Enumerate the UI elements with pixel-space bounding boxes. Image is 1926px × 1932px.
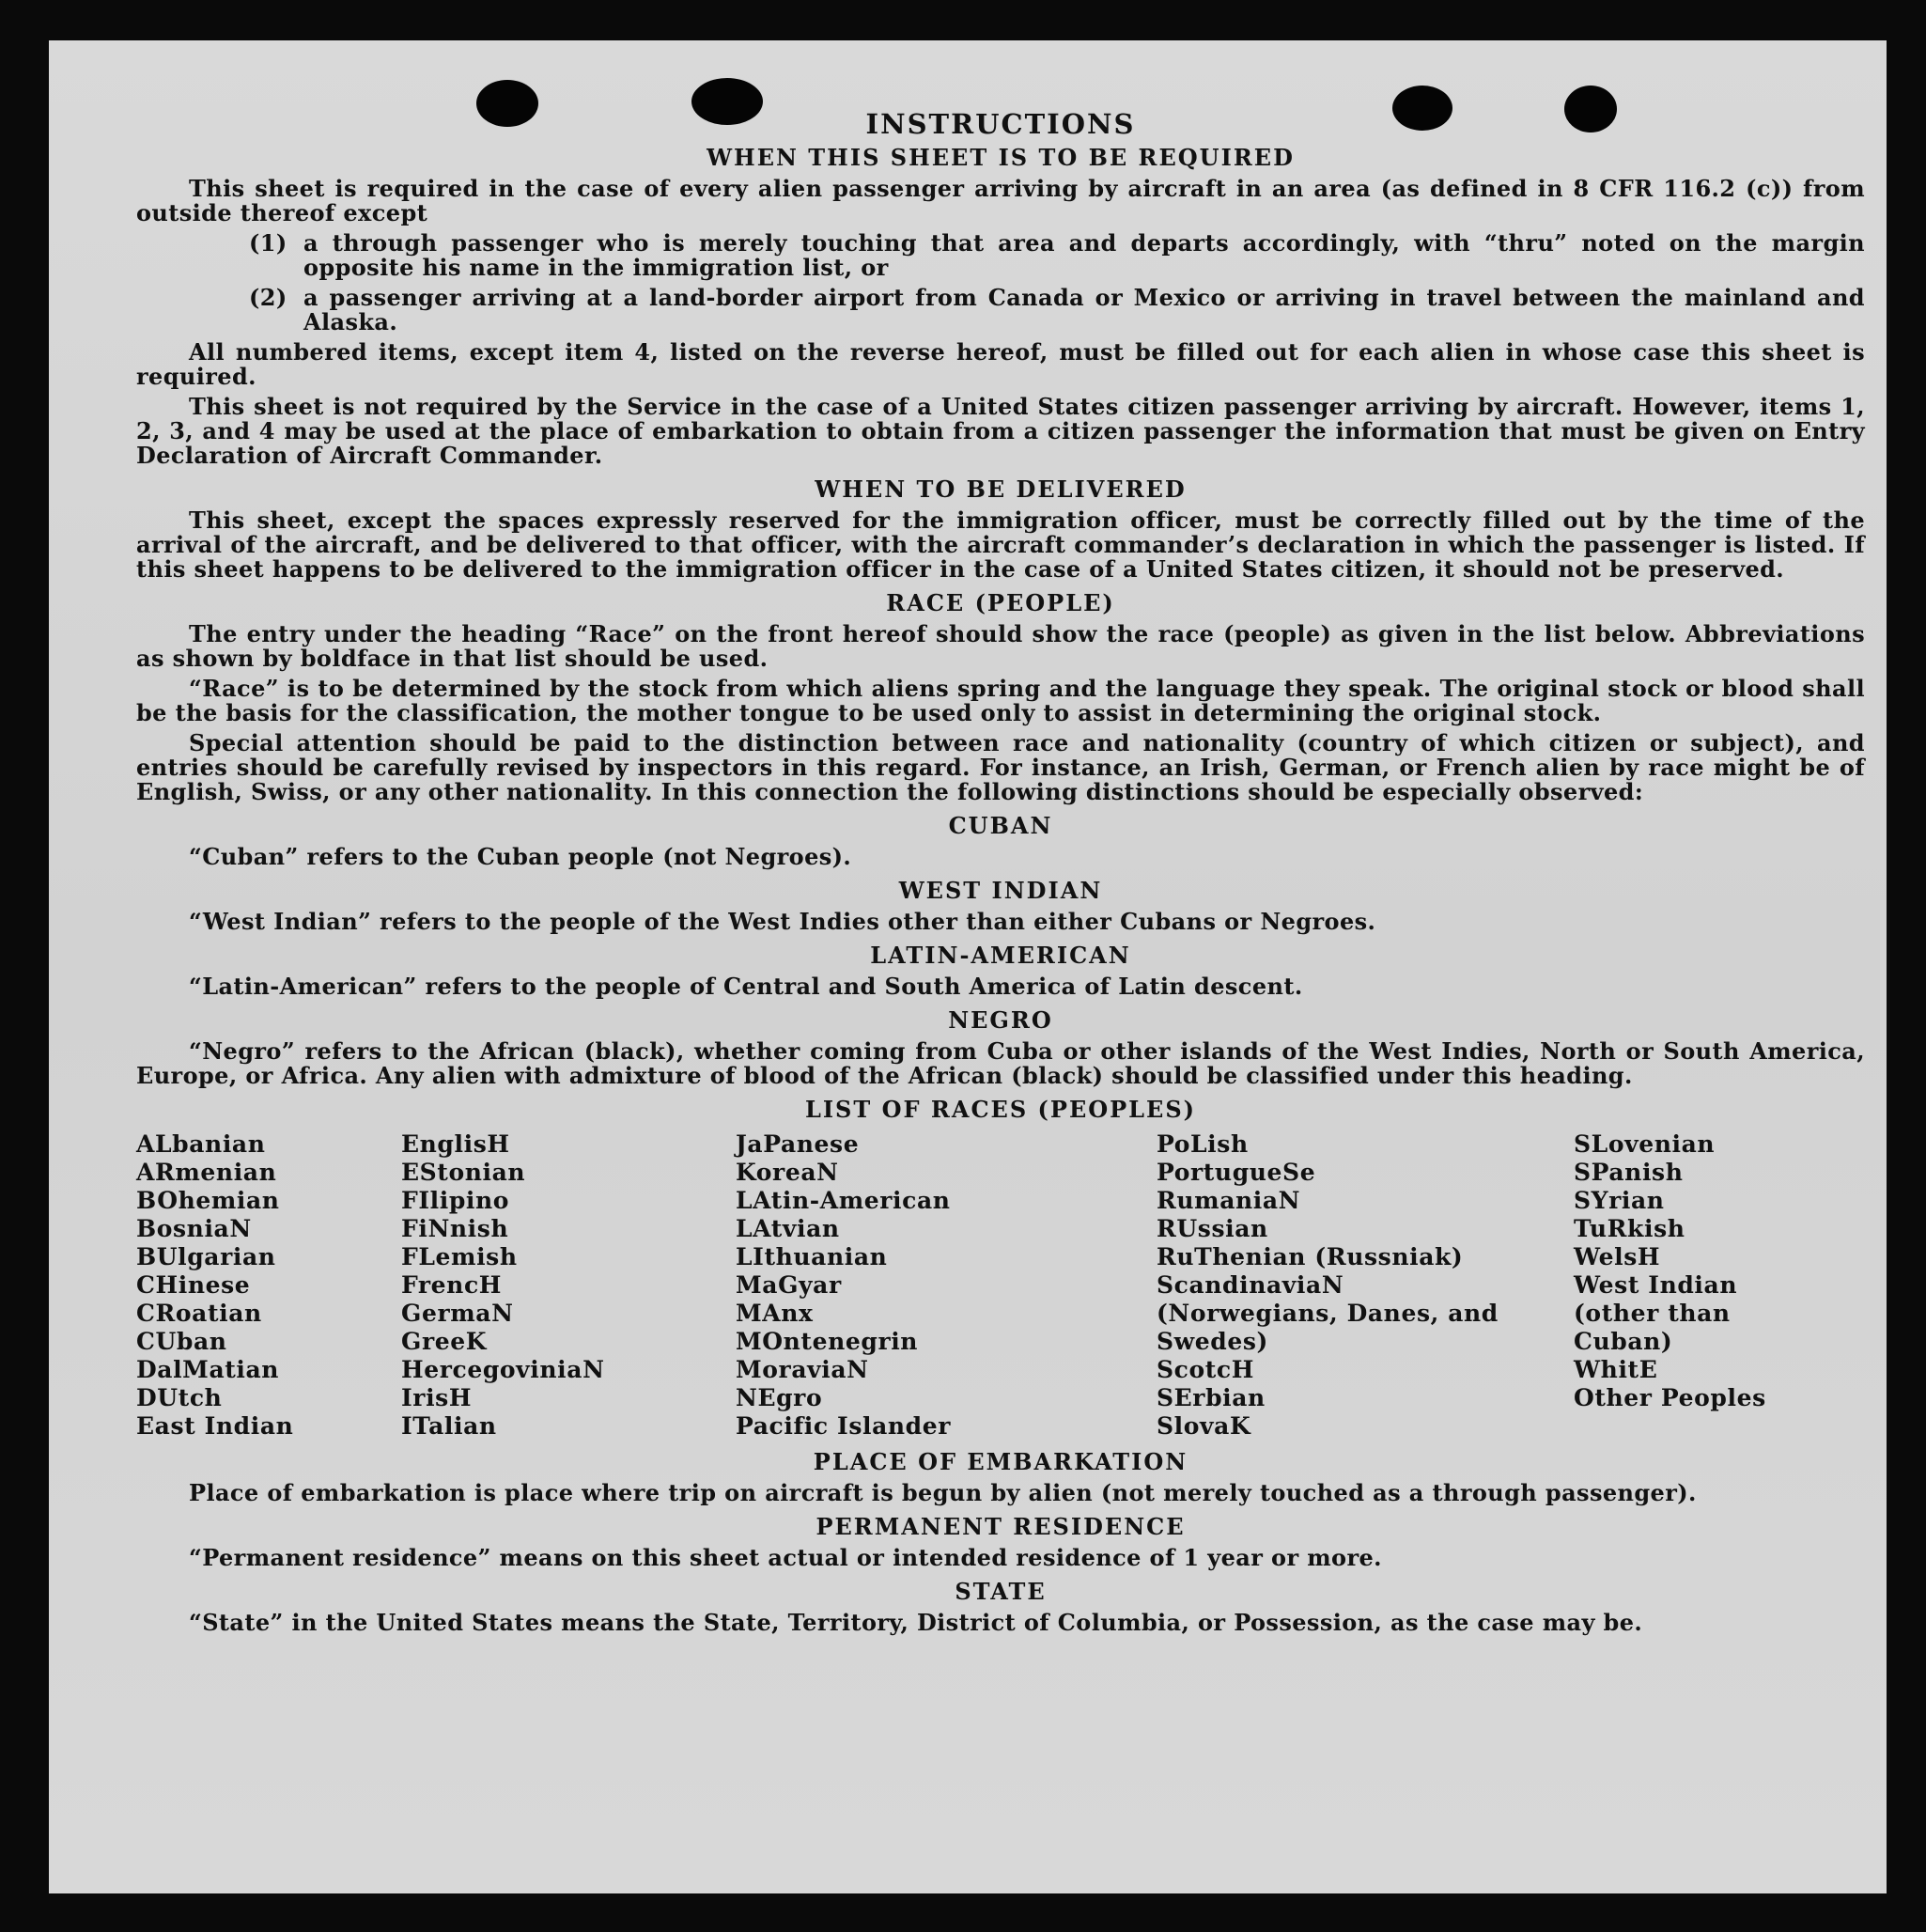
section-heading: NEGRO xyxy=(948,1006,1053,1034)
race-entry: WhitE xyxy=(1574,1356,1658,1383)
list-item xyxy=(136,231,1865,280)
section-heading: PLACE OF EMBARKATION xyxy=(813,1448,1188,1475)
race-entry: RUssian xyxy=(1157,1215,1268,1242)
race-entry: PoLish xyxy=(1157,1130,1249,1158)
race-entry: LIthuanian xyxy=(736,1243,888,1270)
paragraph: The entry under the heading “Race” on the front hereof should show the race (people) as given in the list below. Abbreviations as shown by boldface in that list should be used. xyxy=(136,620,1865,672)
race-entry: FrencH xyxy=(401,1271,503,1299)
race-column xyxy=(1157,1130,1574,1441)
item-text: a through passenger who is merely touching that area and departs accordingly, with “thru” noted on the margin opposite his name in the immigration list, or xyxy=(303,229,1865,281)
item-number: (2) xyxy=(249,284,287,311)
section-heading: CUBAN xyxy=(948,812,1053,839)
section-heading: WEST INDIAN xyxy=(898,877,1103,904)
race-entry: ScotcH xyxy=(1157,1356,1254,1383)
race-entry: TuRkish xyxy=(1574,1215,1685,1242)
race-column xyxy=(401,1130,736,1441)
race-entry: GreeK xyxy=(401,1328,488,1355)
race-entry: JaPanese xyxy=(736,1130,860,1158)
race-entry: West Indian (other than Cuban) xyxy=(1574,1271,1738,1355)
race-entry: East Indian xyxy=(136,1412,294,1440)
race-entry: SLovenian xyxy=(1574,1130,1716,1158)
race-entry: FIlipino xyxy=(401,1187,510,1214)
race-entry: ALbanian xyxy=(136,1130,266,1158)
race-entry: BosniaN xyxy=(136,1215,252,1242)
race-entry: NEgro xyxy=(736,1384,823,1411)
race-entry: Other Peoples xyxy=(1574,1384,1766,1411)
race-entry: MoraviaN xyxy=(736,1356,869,1383)
paragraph: This sheet, except the spaces expressly reserved for the immigration officer, must be correctly filled out by the time of the arrival of the aircraft, and be delivered to that officer, with the aircraft commander’s declaration in which the passenger is listed. If this sheet happens to be delivered to the immigration officer in the case of a United States citizen, it should not be preserved. xyxy=(136,506,1865,583)
race-entry: WelsH xyxy=(1574,1243,1661,1270)
section-heading: WHEN THIS SHEET IS TO BE REQUIRED xyxy=(707,144,1295,171)
paragraph: This sheet is not required by the Service in the case of a United States citizen passenger arriving by aircraft. However, items 1, 2, 3, and 4 may be used at the place of embarkation to obtain from a citizen passenger the information that must be given on Entry Declaration of Aircraft Commander. xyxy=(136,393,1865,469)
section-heading: STATE xyxy=(955,1578,1047,1605)
section-heading: LIST OF RACES (PEOPLES) xyxy=(804,1096,1197,1123)
section-heading: RACE (PEOPLE) xyxy=(886,589,1115,616)
race-column xyxy=(736,1130,1157,1441)
paragraph: “Cuban” refers to the Cuban people (not Negroes). xyxy=(189,843,852,870)
paragraph: Place of embarkation is place where trip on aircraft is begun by alien (not merely touched as a through passenger). xyxy=(189,1479,1697,1506)
race-entry: SErbian xyxy=(1157,1384,1266,1411)
paragraph: “Latin-American” refers to the people of Central and South America of Latin descent. xyxy=(189,973,1303,1000)
section-heading: PERMANENT RESIDENCE xyxy=(815,1513,1186,1540)
race-column xyxy=(1574,1130,1856,1441)
race-entry: HercegoviniaN xyxy=(401,1356,605,1383)
race-entry: MaGyar xyxy=(736,1271,842,1299)
paragraph: “West Indian” refers to the people of the West Indies other than either Cubans or Negroes. xyxy=(189,908,1376,935)
race-entry: BUlgarian xyxy=(136,1243,276,1270)
race-entry: RuThenian (Russniak) xyxy=(1157,1243,1464,1270)
item-number: (1) xyxy=(249,229,287,257)
paragraph: This sheet is required in the case of every alien passenger arriving by aircraft in an area (as defined in 8 CFR 116.2 (c)) from outside thereof except xyxy=(136,175,1865,226)
paragraph: All numbered items, except item 4, listed on the reverse hereof, must be filled out for each alien in whose case this sheet is required. xyxy=(136,338,1865,390)
paragraph: “Negro” refers to the African (black), whether coming from Cuba or other islands of the West Indies, North or South America, Europe, or Africa. Any alien with admixture of blood of the African (black) should be classified under this heading. xyxy=(136,1037,1865,1089)
paragraph: “Permanent residence” means on this sheet actual or intended residence of 1 year or more. xyxy=(189,1544,1382,1571)
race-entry: PortugueSe xyxy=(1157,1159,1316,1186)
section-heading: LATIN-AMERICAN xyxy=(870,942,1131,969)
race-entry: IrisH xyxy=(401,1384,473,1411)
race-entry: SPanish xyxy=(1574,1159,1684,1186)
paragraph: Special attention should be paid to the distinction between race and nationality (country of which citizen or subject), and entries should be carefully revised by inspectors in this regard. For instance, an Irish, German, or French alien by race might be of English, Swiss, or any other nationality. In this connection the following distinctions should be especially observed: xyxy=(136,729,1865,805)
race-entry: ITalian xyxy=(401,1412,497,1440)
instructions-body xyxy=(136,108,1865,1635)
race-entry: DUtch xyxy=(136,1384,223,1411)
race-entry: MAnx xyxy=(736,1300,814,1327)
page-title: INSTRUCTIONS xyxy=(865,108,1136,140)
race-entry: LAtvian xyxy=(736,1215,840,1242)
race-entry: FLemish xyxy=(401,1243,518,1270)
race-entry: DalMatian xyxy=(136,1356,280,1383)
race-entry: CRoatian xyxy=(136,1300,262,1327)
race-entry: EStonian xyxy=(401,1159,526,1186)
document-sheet xyxy=(49,40,1887,1893)
race-column xyxy=(136,1130,401,1441)
item-text: a passenger arriving at a land-border airport from Canada or Mexico or arriving in travel between the mainland and Alaska. xyxy=(303,284,1865,335)
paragraph: “State” in the United States means the State, Territory, District of Columbia, or Possession, as the case may be. xyxy=(189,1609,1643,1636)
race-entry: GermaN xyxy=(401,1300,514,1327)
race-entry: CUban xyxy=(136,1328,227,1355)
race-entry: SlovaK xyxy=(1157,1412,1251,1440)
race-entry: CHinese xyxy=(136,1271,251,1299)
race-entry: EnglisH xyxy=(401,1130,510,1158)
race-entry: ScandinaviaN (Norwegians, Danes, and Swedes) xyxy=(1157,1271,1499,1355)
section-heading: WHEN TO BE DELIVERED xyxy=(815,475,1187,503)
race-entry: ARmenian xyxy=(136,1159,277,1186)
paragraph: “Race” is to be determined by the stock from which aliens spring and the language they speak. The original stock or blood shall be the basis for the classification, the mother tongue to be used only to assist in determining the original stock. xyxy=(136,675,1865,726)
race-entry: SYrian xyxy=(1574,1187,1665,1214)
race-entry: LAtin-American xyxy=(736,1187,951,1214)
race-entry: MOntenegrin xyxy=(736,1328,919,1355)
race-entry: FiNnish xyxy=(401,1215,509,1242)
race-entry: Pacific Islander xyxy=(736,1412,952,1440)
race-list xyxy=(136,1130,1865,1441)
race-entry: RumaniaN xyxy=(1157,1187,1301,1214)
race-entry: BOhemian xyxy=(136,1187,280,1214)
list-item xyxy=(136,286,1865,335)
race-entry: KoreaN xyxy=(736,1159,839,1186)
